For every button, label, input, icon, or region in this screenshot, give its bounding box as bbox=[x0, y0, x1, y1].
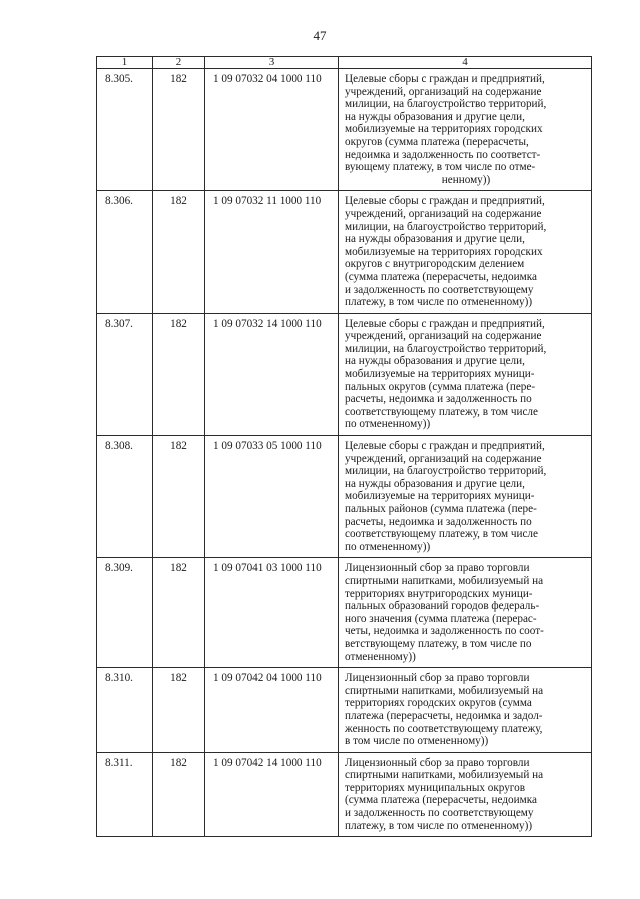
description-line: соответствующему платежу, в том числе bbox=[345, 528, 538, 541]
description-line: по отмененному)) bbox=[345, 418, 431, 431]
administrator-code-cell: 182 bbox=[153, 668, 205, 753]
column-header-2: 2 bbox=[153, 57, 205, 69]
description-line: милиции, на благоустройство территорий, bbox=[345, 98, 547, 111]
budget-code-cell: 1 09 07033 05 1000 110 bbox=[205, 436, 339, 558]
income-description-cell bbox=[339, 668, 592, 753]
income-description-cell bbox=[339, 436, 592, 558]
income-description-cell bbox=[339, 752, 592, 837]
description-line: ного значения (сумма платежа (перерас- bbox=[345, 612, 537, 625]
column-header-1: 1 bbox=[97, 57, 153, 69]
description-line: Целевые сборы с граждан и предприятий, bbox=[345, 440, 545, 453]
description-line: Лицензионный сбор за право торговли bbox=[345, 756, 530, 769]
budget-code-cell: 1 09 07032 04 1000 110 bbox=[205, 69, 339, 191]
table-row bbox=[97, 668, 592, 753]
description-line: спиртными напитками, мобилизуемый на bbox=[345, 574, 544, 587]
description-line: женность по соответствующему платежу, bbox=[345, 722, 543, 735]
description-line: милиции, на благоустройство территорий, bbox=[345, 465, 547, 478]
budget-classification-table bbox=[96, 56, 592, 837]
description-line: мобилизуемые на территориях городских bbox=[345, 123, 543, 136]
description-line: Лицензионный сбор за право торговли bbox=[345, 672, 530, 685]
administrator-code-cell: 182 bbox=[153, 752, 205, 837]
description-line: Лицензионный сбор за право торговли bbox=[345, 562, 530, 575]
description-line: ветствующему платежу, в том числе по bbox=[345, 637, 532, 650]
description-line: недоимка и задолженность по соответст- bbox=[345, 148, 541, 161]
description-line: расчеты, недоимка и задолженность по bbox=[345, 393, 532, 406]
row-number-cell: 8.308. bbox=[97, 436, 153, 558]
description-line: и задолженность по соответствующему bbox=[345, 283, 534, 296]
description-line: округов с внутригородским делением bbox=[345, 258, 525, 271]
administrator-code-cell: 182 bbox=[153, 558, 205, 668]
description-line: платежа (перерасчеты, недоимка и задол- bbox=[345, 709, 543, 722]
description-line: учреждений, организаций на содержание bbox=[345, 330, 542, 343]
description-line: мобилизуемые на территориях городских bbox=[345, 245, 543, 258]
description-line: милиции, на благоустройство территорий, bbox=[345, 342, 547, 355]
description-line: и задолженность по соответствующему bbox=[345, 807, 534, 820]
table-row bbox=[97, 313, 592, 435]
table-row bbox=[97, 436, 592, 558]
description-line: учреждений, организаций на содержание bbox=[345, 207, 542, 220]
description-line: учреждений, организаций на содержание bbox=[345, 452, 542, 465]
budget-code-cell: 1 09 07032 14 1000 110 bbox=[205, 313, 339, 435]
administrator-code-cell: 182 bbox=[153, 436, 205, 558]
description-line: на нужды образования и другие цели, bbox=[345, 233, 525, 246]
budget-code-cell: 1 09 07042 04 1000 110 bbox=[205, 668, 339, 753]
description-line: вующему платежу, в том числе по отме- bbox=[345, 161, 536, 174]
description-line: округов (сумма платежа (перерасчеты, bbox=[345, 135, 529, 148]
description-line: платежу, в том числе по отмененному)) bbox=[345, 819, 533, 832]
column-header-3: 3 bbox=[205, 57, 339, 69]
row-number-cell: 8.310. bbox=[97, 668, 153, 753]
description-line: учреждений, организаций на содержание bbox=[345, 85, 542, 98]
description-line: мобилизуемые на территориях муници- bbox=[345, 490, 535, 503]
description-line: пальных районов (сумма платежа (пере- bbox=[345, 503, 537, 515]
column-header-4: 4 bbox=[339, 57, 592, 69]
income-description-cell bbox=[339, 558, 592, 668]
description-line: (сумма платежа (перерасчеты, недоимка bbox=[345, 794, 537, 807]
table-row bbox=[97, 752, 592, 837]
description-line: расчеты, недоимка и задолженность по bbox=[345, 515, 532, 528]
table-row bbox=[97, 558, 592, 668]
row-number-cell: 8.305. bbox=[97, 69, 153, 191]
description-line: (сумма платежа (перерасчеты, недоимка bbox=[345, 270, 537, 283]
description-line: спиртными напитками, мобилизуемый на bbox=[345, 769, 544, 782]
description-line: пальных образований городов федераль- bbox=[345, 600, 540, 613]
income-description-cell bbox=[339, 69, 592, 191]
row-number-cell: 8.306. bbox=[97, 191, 153, 313]
administrator-code-cell: 182 bbox=[153, 69, 205, 191]
budget-code-cell: 1 09 07042 14 1000 110 bbox=[205, 752, 339, 837]
description-line: Целевые сборы с граждан и предприятий, bbox=[345, 195, 545, 208]
table-row bbox=[97, 191, 592, 313]
description-line: территориях внутригородских муници- bbox=[345, 587, 533, 600]
description-line: соответствующему платежу, в том числе bbox=[345, 405, 538, 418]
description-line: платежу, в том числе по отмененному)) bbox=[345, 296, 533, 309]
description-line: четы, недоимка и задолженность по соот- bbox=[345, 625, 544, 638]
table-row bbox=[97, 69, 592, 191]
income-description-cell bbox=[339, 313, 592, 435]
description-line: территориях муниципальных округов bbox=[345, 781, 525, 794]
description-line: мобилизуемые на территориях муници- bbox=[345, 368, 535, 381]
row-number-cell: 8.307. bbox=[97, 313, 153, 435]
description-line: на нужды образования и другие цели, bbox=[345, 355, 525, 368]
description-line: ненному)) bbox=[441, 173, 491, 186]
table-header-row bbox=[97, 57, 592, 69]
description-line: на нужды образования и другие цели, bbox=[345, 110, 525, 123]
income-description-cell bbox=[339, 191, 592, 313]
budget-code-cell: 1 09 07032 11 1000 110 bbox=[205, 191, 339, 313]
description-line: милиции, на благоустройство территорий, bbox=[345, 220, 547, 233]
description-line: Целевые сборы с граждан и предприятий, bbox=[345, 317, 545, 330]
description-line: пальных округов (сумма платежа (пере- bbox=[345, 380, 536, 393]
administrator-code-cell: 182 bbox=[153, 191, 205, 313]
budget-code-cell: 1 09 07041 03 1000 110 bbox=[205, 558, 339, 668]
administrator-code-cell: 182 bbox=[153, 313, 205, 435]
page-number: 47 bbox=[313, 28, 327, 43]
description-line: отмененному)) bbox=[345, 650, 416, 663]
description-line: по отмененному)) bbox=[345, 540, 431, 553]
description-line: на нужды образования и другие цели, bbox=[345, 477, 525, 490]
description-line: территориях городских округов (сумма bbox=[345, 697, 532, 710]
description-line: спиртными напитками, мобилизуемый на bbox=[345, 684, 544, 697]
description-line: в том числе по отмененному)) bbox=[345, 735, 489, 748]
description-line: Целевые сборы с граждан и предприятий, bbox=[345, 73, 545, 85]
row-number-cell: 8.309. bbox=[97, 558, 153, 668]
row-number-cell: 8.311. bbox=[97, 752, 153, 837]
